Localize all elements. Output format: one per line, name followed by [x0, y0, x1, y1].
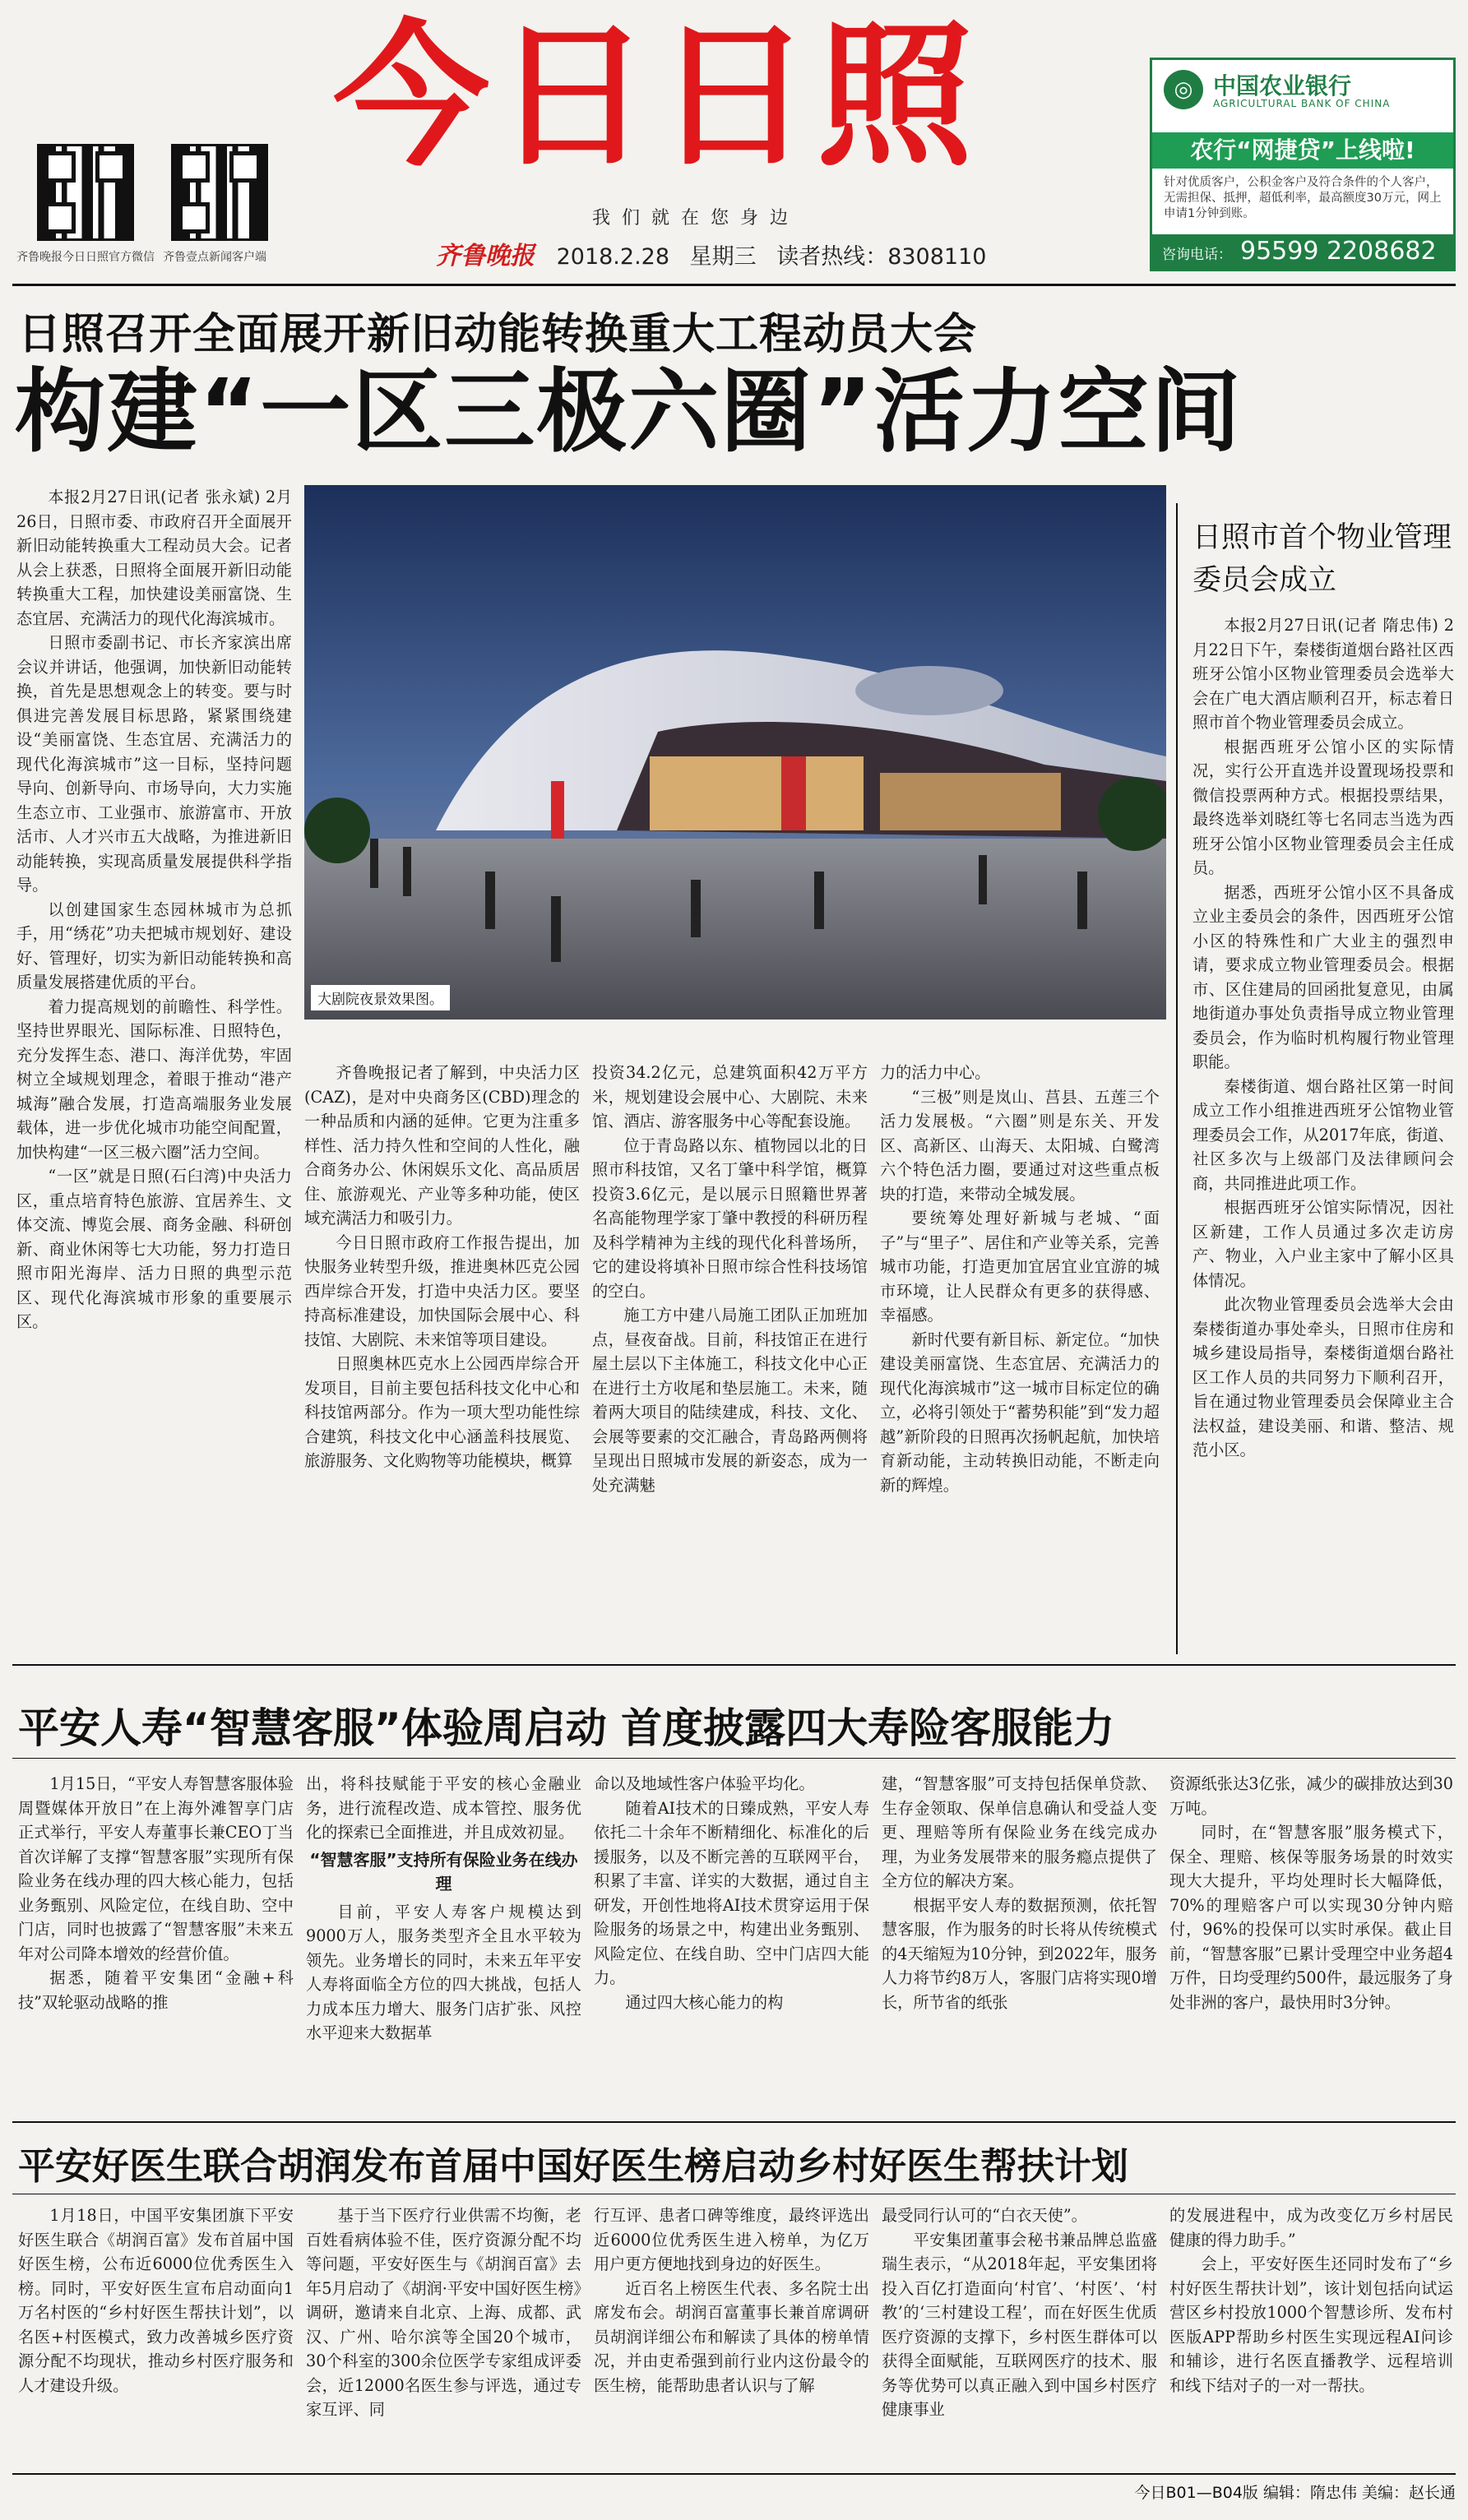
side-paragraph: 秦楼街道、烟台路社区第一时间成立工作小组推进西班牙公馆物业管理委员会工作，从2017年底，街道、社区多次与上级部门及法律顾问会商，共同推进此项工作。 [1192, 1076, 1454, 1193]
lead-paragraph: 今日日照市政府工作报告提出，加快服务业转型升级，推进奥林匹克公园西岸综合开发，打造中央活力区。要坚持高标准建设，加快国际会展中心、科技馆、大剧院、未来馆等项目建设。 [304, 1232, 580, 1349]
side-column-divider [1176, 503, 1178, 1654]
ping-an-life-column-4 [882, 1772, 1157, 2117]
good-doctor-column-1 [18, 2203, 294, 2471]
ping-an-paragraph: 1月15日，“平安人寿智慧客服体验周暨媒体开放日”在上海外滩智享门店正式举行，平安人寿董事长兼CEO丁当首次详解了支撑“智慧客服”实现所有保险业务在线办理的四大核心能力，包括业务甄别、风险定位，在线自助、空中门店，同时也披露了“智慧客服”未来五年对公司降本增效的经营价值。 [18, 1774, 294, 1963]
qr-label-wechat: 齐鲁晚报今日日照官方微信 [16, 251, 155, 264]
ping-an-paragraph: 通过四大核心能力的构 [625, 1992, 784, 2012]
lead-paragraph: 新时代要有新目标、新定位。“加快建设美丽富饶、生态宜居、充满活力的现代化海滨城市”这一城市目标定位的确立，必将引领处于“蓄势积能”到“发力超越”新阶段的日照再次扬帆起航，加快培育新动能，主动转换旧动能，不断走向新的辉煌。 [880, 1329, 1160, 1495]
ping-an-paragraph: 随着AI技术的日臻成熟，平安人寿依托二十余年不断精细化、标准化的后援服务，以及不断完善的互联网平台，积累了丰富、详实的大数据，通过自主研发，开创性地将AI技术贯穿运用于保险服务的场景之中，构建出业务甄别、风险定位、在线自助、空中门店四大能力。 [594, 1798, 869, 1987]
ping-an-subheading: “智慧客服”支持所有保险业务在线办理 [309, 1849, 578, 1893]
good-doctor-column-4 [882, 2203, 1157, 2471]
lead-story-column-3 [592, 1061, 868, 1653]
lead-story-column-2 [304, 1061, 580, 1653]
section-divider [12, 1758, 1456, 1759]
ping-an-paragraph: 目前，平安人寿客户规模达到9000万人，服务类型齐全且水平较为领先。业务增长的同时，未来五年平安人寿将面临全方位的四大挑战，包括人力成本压力增大、服务门店扩张、风控水平迎来大数据革 [306, 1902, 581, 2042]
lead-story-kicker: 日照召开全面展开新旧动能转换重大工程动员大会 [18, 310, 978, 359]
ping-an-life-headline: 平安人寿“智慧客服”体验周启动 首度披露四大寿险客服能力 [18, 1704, 1115, 1752]
issue-date: 2018.2.28 [556, 244, 670, 270]
good-doctor-paragraph: 最受同行认可的“白衣天使”。 [882, 2206, 1087, 2225]
ad-slogan: 农行“网捷贷”上线啦! [1152, 132, 1453, 169]
section-divider [12, 1664, 1456, 1666]
side-paragraph: 本报2月27日讯(记者 隋忠伟) 2月22日下午，秦楼街道烟台路社区西班牙公馆小区物业管理委员会选举大会在广电大酒店顺利召开，标志着日照市首个物业管理委员会成立。 [1192, 616, 1454, 732]
bank-advertisement [1150, 58, 1456, 271]
lead-paragraph: 日照市委副书记、市长齐家滨出席会议并讲话，他强调，加快新旧动能转换，首先是思想观念上的转变。要与时俱进完善发展目标思路，紧紧围绕建设“美丽富饶、生态宜居、充满活力的现代化海滨城市”这一目标，坚持问题导向、创新导向、市场导向，大力实施生态立市、工业强市、旅游富市、开放活市、人才兴市五大战略，为推进新旧动能转换，实现高质量发展提供科学指导。 [16, 633, 292, 895]
lead-paragraph: 力的活力中心。 [880, 1063, 991, 1082]
abc-bank-logo-icon: ◎ [1164, 70, 1203, 109]
lead-paragraph: “三极”则是岚山、莒县、五莲三个活力发展极。“六圈”则是东关、开发区、高新区、山海天、太阳城、白鹭湾六个特色活力圈，要通过对这些重点板块的打造，来带动全城发展。 [880, 1087, 1160, 1204]
issue-weekday: 星期三 [689, 244, 757, 270]
lead-paragraph: 位于青岛路以东、植物园以北的日照市科技馆，又名丁肇中科学馆，概算投资3.6亿元，是以展示日照籍世界著名高能物理学家丁肇中教授的科研历程及科学精神为主线的现代化科普场所，它的建设将填补日照市综合性科技场馆的空白。 [592, 1135, 868, 1301]
good-doctor-paragraph: 会上，平安好医生还同时发布了“乡村好医生帮扶计划”，该计划包括向试运营区乡村投放1000个智慧诊所、发布村医版APP帮助乡村医生实现远程AI问诊和辅诊，进行名医直播教学、远程培训和线下结对子的一对一帮扶。 [1169, 2254, 1453, 2395]
side-paragraph: 此次物业管理委员会选举大会由秦楼街道办事处牵头，日照市住房和城乡建设局指导，秦楼街道烟台路社区工作人员的共同努力下顺利召开，旨在通过物业管理委员会保障业主合法权益，建设美丽、和谐、整洁、规范小区。 [1192, 1295, 1454, 1459]
ad-bank-name-en: AGRICULTURAL BANK OF CHINA [1213, 98, 1391, 109]
ping-an-paragraph: 资源纸张达3亿张，减少的碳排放达到30万吨。 [1169, 1774, 1453, 1818]
good-doctor-paragraph: 平安集团董事会秘书兼品牌总监盛瑞生表示，“从2018年起，平安集团将投入百亿打造面向‘村官’、‘村医’、‘村教’的‘三村建设工程’，而在好医生优质医疗资源的支撑下，乡村医生群体可以获得全面赋能，互联网医疗的技术、服务等优势可以真正融入到中国乡村医疗健康事业 [882, 2230, 1157, 2419]
lead-story-column-4 [880, 1061, 1160, 1653]
good-doctor-paragraph: 行互评、患者口碑等维度，最终评选出近6000位优秀医生进入榜单，为亿万用户更方便地找到身边的好医生。 [594, 2206, 869, 2273]
lead-paragraph: 日照奥林匹克水上公园西岸综合开发项目，目前主要包括科技文化中心和科技馆两部分。作为一项大型功能性综合建筑，科技文化中心涵盖科技展览、旅游服务、文化购物等功能模块，概算 [304, 1354, 580, 1470]
ping-an-paragraph: 同时，在“智慧客服”服务模式下，保全、理赔、核保等服务场景的时效实现大大提升，平均处理时长大幅降低，70%的理赔客户可以实现30分钟内赔付，96%的投保可以实时承保。截止目前，“智慧客服”已累计受理空中业务超4万件，日均受理约500件，最远服务了身处非洲的客户，最快用时3分钟。 [1169, 1823, 1453, 2012]
section-divider [12, 2121, 1456, 2123]
lead-paragraph: 投资34.2亿元，总建筑面积42万平方米，规划建设会展中心、大剧院、未来馆、酒店、游客服务中心等配套设施。 [592, 1063, 868, 1131]
lead-paragraph: 齐鲁晚报记者了解到，中央活力区(CAZ)，是对中央商务区(CBD)理念的一种品质和内涵的延伸。它更为注重多样性、活力持久性和空间的人性化，融合商务办公、休闲娱乐文化、高品质居住、旅游观光、产业等多种功能，使区域充满活力和吸引力。 [304, 1063, 580, 1228]
lead-story-headline: 构建“一区三极六圈”活力空间 [15, 359, 1243, 465]
ping-an-paragraph: 根据平安人寿的数据预测，依托智慧客服，作为服务的时长将从传统模式的4天缩短为10分钟，到2022年，服务人力将节约8万人，客服门店将实现0增长，所节省的纸张 [882, 1895, 1157, 2012]
side-story-headline: 日照市首个物业管理委员会成立 [1192, 521, 1452, 597]
photo-caption: 大剧院夜景效果图。 [311, 985, 450, 1010]
ping-an-paragraph: 出，将科技赋能于平安的核心金融业务，进行流程改造、成本管控、服务优化的探索已全面推进，并且成效初显。 [306, 1774, 581, 1842]
side-story-body [1192, 613, 1454, 1653]
footer-divider [12, 2473, 1456, 2475]
good-doctor-column-3 [594, 2203, 869, 2471]
side-paragraph: 根据西班牙公馆小区的实际情况，实行公开直选并设置现场投票和微信投票两种方式。根据投票结果，最终选举刘晓红等七名同志当选为西班牙公馆小区物业管理委员会主任成员。 [1192, 737, 1454, 877]
good-doctor-headline: 平安好医生联合胡润发布首届中国好医生榜启动乡村好医生帮扶计划 [18, 2144, 1129, 2188]
masthead-divider [12, 284, 1456, 286]
ad-phone-label: 咨询电话： [1162, 247, 1232, 263]
lead-paragraph: 本报2月27日讯(记者 张永斌) 2月26日，日照市委、市政府召开全面展开新旧动能转换重大工程动员大会。记者从会上获悉，日照将全面展开新旧动能转换重大工程，加快建设美丽富饶、生态宜居、充满活力的现代化海滨城市。 [16, 488, 292, 628]
lead-paragraph: 要统筹处理好新城与老城、“面子”与“里子”、居住和产业等关系，完善城市功能，打造更加宜居宜业宜游的城市环境，让人民群众有更多的获得感、幸福感。 [880, 1209, 1160, 1325]
lead-paragraph: 以创建国家生态园林城市为总抓手，用“绣花”功夫把城市规划好、建设好、管理好，切实为新旧动能转换和高质量发展搭建优质的平台。 [16, 899, 292, 992]
ping-an-life-column-3 [594, 1772, 869, 2117]
masthead-slogan: 我们就在您身边 [592, 208, 800, 229]
good-doctor-column-5 [1169, 2203, 1453, 2471]
wechat-qr-code-image [37, 144, 134, 241]
ping-an-paragraph: 命以及地域性客户体验平均化。 [594, 1774, 815, 1793]
good-doctor-paragraph: 的发展进程中，成为改变亿万乡村居民健康的得力助手。” [1169, 2206, 1453, 2250]
ping-an-life-column-5 [1169, 1772, 1453, 2117]
ping-an-paragraph: 据悉，随着平安集团“金融+科技”双轮驱动战略的推 [18, 1968, 294, 2012]
side-paragraph: 据悉，西班牙公馆小区不具备成立业主委员会的条件，因西班牙公馆小区的特殊性和广大业主的强烈申请，要求成立物业管理委员会。根据市、区住建局的回函批复意见，由属地街道办事处负责指导成立物业管理委员会，作为临时机构履行物业管理职能。 [1192, 882, 1454, 1071]
lead-story-column-1 [16, 485, 292, 1653]
ping-an-life-column-1 [18, 1772, 294, 2117]
lead-paragraph: 施工方中建八局施工团队正加班加点，昼夜奋战。目前，科技馆正在进行屋土层以下主体施工，科技文化中心正在进行土方收尾和垫层施工。未来，随着两大项目的陆续建成，科技、文化、会展等要素的交汇融合，青岛路两侧将呈现出日照城市发展的新姿态，成为一处充满魅 [592, 1306, 868, 1495]
good-doctor-paragraph: 基于当下医疗行业供需不均衡，老百姓看病体验不佳，医疗资源分配不均等问题，平安好医生与《胡润百富》去年5月启动了《胡润·平安中国好医生榜》调研，邀请来自北京、上海、成都、武汉、广州、哈尔滨等全国20个城市，30个科室的300余位医学专家组成评委会，近12000名医生参与评选，通过专家互评、同 [306, 2206, 581, 2419]
ping-an-paragraph: 建，“智慧客服”可支持包括保单贷款、生存金领取、保单信息确认和受益人变更、理赔等所有保险业务在线完成办理，为业务发展带来的服务瘾点提供了全方位的解决方案。 [882, 1774, 1157, 1890]
good-doctor-column-2 [306, 2203, 581, 2471]
grand-theater-night-rendering-image [304, 485, 1166, 1020]
reader-hotline: 读者热线：8308110 [776, 244, 987, 270]
page-footer-credits: 今日B01—B04版 编辑：隋忠伟 美编：赵长通 [1134, 2484, 1456, 2502]
paper-name: 齐鲁晚报 [436, 242, 535, 270]
ad-phone-bar [1152, 234, 1453, 269]
ad-description: 针对优质客户，公积金客户及符合条件的个人客户，无需担保、抵押，超低利率，最高额度30万元，网上申请1分钟到账。 [1164, 176, 1442, 220]
side-paragraph: 根据西班牙公馆实际情况，因社区新建，工作人员通过多次走访房产、物业，入户业主家中了解小区具体情况。 [1192, 1198, 1454, 1290]
lead-paragraph: “一区”就是日照(石臼湾)中央活力区，重点培育特色旅游、宜居养生、文体交流、博览会展、商务金融、科研创新、商业休闲等七大功能，努力打造日照市阳光海岸、活力日照的典型示范区、现代化海滨城市形象的重要展示区。 [16, 1167, 292, 1331]
ad-phone-number: 95599 2208682 [1240, 237, 1437, 266]
lead-paragraph: 着力提高规划的前瞻性、科学性。坚持世界眼光、国际标准、日照特色，充分发挥生态、港口、海洋优势，牢固树立全域规划理念，着眼于推动“港产城海”融合发展，打造高端服务业发展载体，进一步优化城市功能空间配置，加快构建“一区三极六圈”活力空间。 [16, 996, 292, 1162]
good-doctor-paragraph: 近百名上榜医生代表、多名院士出席发布会。胡润百富董事长兼首席调研员胡润详细公布和解读了具体的榜单情况，并由吏希强到前行业内这份最令的医生榜，能帮助患者认识与了解 [594, 2278, 869, 2395]
masthead-title: 今日日照 [333, 6, 979, 187]
app-qr-code-image [171, 144, 268, 241]
qr-label-app: 齐鲁壹点新闻客户端 [163, 251, 266, 264]
good-doctor-paragraph: 1月18日，中国平安集团旗下平安好医生联合《胡润百富》发布首届中国好医生榜，公布近6000位优秀医生入榜。同时，平安好医生宣布启动面向1万名村医的“乡村好医生帮扶计划”，以名医+村医模式，致力改善城乡医疗资源分配不均现状，推动乡村医疗服务和人才建设升级。 [18, 2206, 294, 2395]
masthead-info-line [436, 235, 1094, 268]
ad-bank-name: 中国农业银行 [1213, 72, 1352, 99]
ping-an-life-column-2 [306, 1772, 581, 2117]
